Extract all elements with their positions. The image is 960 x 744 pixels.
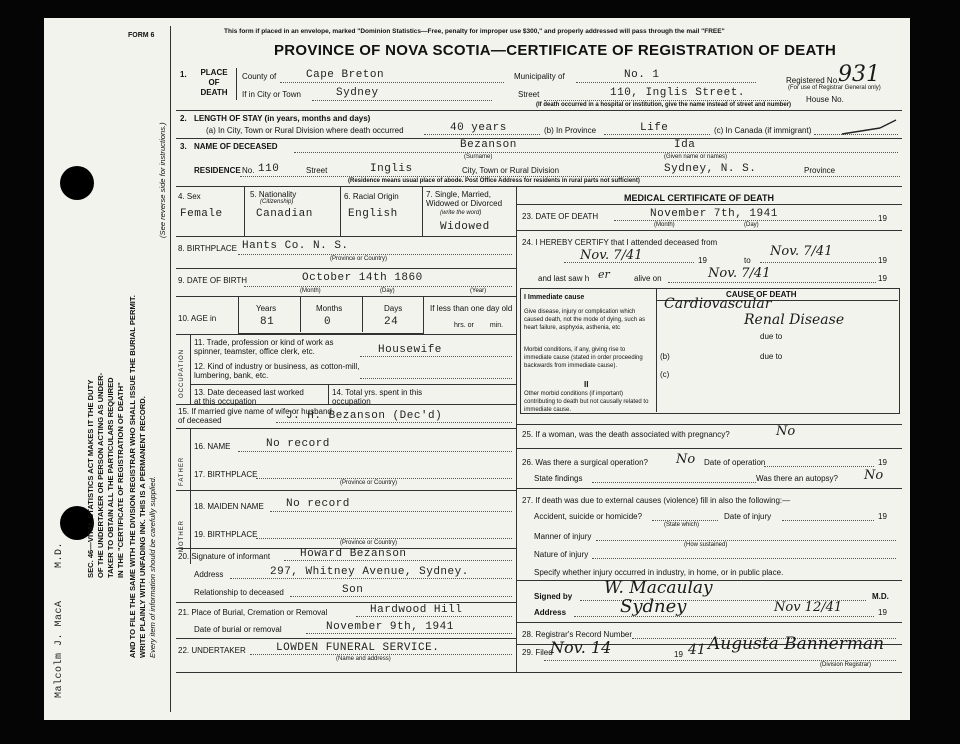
birthplace-caption: (Province or Country) [330,256,388,262]
last-saw-label: and last saw h [538,274,590,283]
relationship-line [290,596,512,597]
s1-note: (If death occurred in a hospital or institution, give the name instead of street and number) [536,102,792,108]
form-bottom-rule [176,672,902,673]
relationship-value: Son [342,584,364,596]
city-label: If in City or Town [242,90,301,99]
cell-divider-2 [340,186,341,236]
q25-rule [516,424,902,425]
row-rule-9 [176,268,516,269]
s1-divider [236,68,237,100]
operation-date-line [764,466,874,467]
mother-maiden-label: 18. MAIDEN NAME [194,502,264,511]
s3-number: 3. [180,142,187,151]
q23-label: 23. DATE OF DEATH [522,212,599,221]
q11-line [360,356,512,357]
burial-place-value: Hardwood Hill [370,604,463,616]
surname-value: Bezanson [460,139,517,151]
alive-on-label: alive on [634,274,662,283]
informant-address: 297, Whitney Avenue, Sydney. [270,566,469,578]
stay-province-value: Life [640,122,669,134]
cause-line-1: Cardiovascular [664,296,772,312]
q24-19-b: 19 [878,256,887,265]
street-value: 110, Inglis Street. [610,87,745,99]
informant-address-line [230,578,512,579]
father-birthplace-caption: (Province or Country) [340,480,398,486]
medical-heading: MEDICAL CERTIFICATE OF DEATH [624,193,774,203]
place-of-death-label: PLACE OF DEATH [200,68,228,97]
residence-no-value: 110 [258,163,280,175]
attended-to-value: Nov. 7/41 [770,244,833,259]
spouse-label: 15. If married give name of wife or husband of deceased [178,407,332,425]
registered-no-value: 931 [838,62,880,87]
name-line [294,152,898,153]
s2-bottom-rule [176,138,902,139]
q27-rule [516,488,902,489]
envelope-note: This form if placed in an envelope, marked "Dominion Statistics—Free, penalty for improper use $300," and properly addressed will pass through the mail "FREE" [224,28,725,35]
racial-origin-value: English [348,208,398,220]
margin-divider [170,26,171,712]
side-notice-line-6: WRITE PLAINLY WITH UNFADING INK. THIS IS A PERMANENT RECORD. [138,396,147,658]
mother-birthplace-caption: (Province or Country) [340,540,398,546]
physician-address-label: Address [534,608,567,617]
nature-label: Nature of injury [534,550,589,559]
relationship-label: Relationship to deceased [194,588,284,597]
address-19: 19 [878,608,887,617]
length-of-stay-label: LENGTH OF STAY (in years, months and days) [194,114,371,123]
q24-to-label: to [744,256,751,265]
burial-place-line [356,616,512,617]
cell-divider-3 [422,186,423,236]
marital-status-sub: (write the word) [440,210,482,216]
q25-value: No [776,424,796,439]
municipality-value: No. 1 [624,69,660,81]
due-to-a: due to [760,332,783,341]
cause-b-label: (b) [660,352,670,361]
undertaker-label: 22. UNDERTAKER [178,646,246,655]
age-months-value: 0 [324,316,332,328]
q28-rule [516,622,902,623]
stay-city-value: 40 years [450,122,507,134]
county-line [280,82,504,83]
q26-value: No [676,452,696,467]
q24-label: 24. I HEREBY CERTIFY that I attended deceased from [522,238,718,247]
age-months-label: Months [316,304,343,313]
nationality-sub: (Citizenship) [260,199,294,205]
attended-from-value: Nov. 7/41 [580,248,643,263]
racial-origin-label: 6. Racial Origin [344,192,399,201]
residence-note: (Residence means usual place of abode. Post Office Address for residents in rural parts not sufficient) [348,178,640,184]
q26-label: 26. Was there a surgical operation? [522,458,648,467]
min-label: min. [489,322,504,329]
q26-19: 19 [878,458,887,467]
side-notice-line-3: TAKER TO OBTAIN ALL THE PARTICULARS REQUIRED [106,377,115,578]
q23-month-caption: (Month) [654,222,675,228]
informant-label: 20. Signature of informant [178,552,271,561]
residence-city-value: Sydney, N. S. [664,163,757,175]
cause-c-label: (c) [660,370,670,379]
column-divider [516,186,517,672]
q12-line [360,378,512,379]
informant-line [284,560,512,561]
street-label: Street [518,90,540,99]
side-notice-line-1: SEC. 46—VITAL STATISTICS ACT MAKES IT THE DUTY [86,379,95,578]
city-value: Sydney [336,87,379,99]
attended-from-line [564,262,694,263]
county-label: County of [242,72,277,81]
marital-status-value: Widowed [440,221,490,233]
row-rule-8 [176,236,516,237]
residence-line [240,176,900,177]
form-number: FORM 6 [128,32,155,39]
alive-on-line [668,282,876,283]
house-no-label: House No. [806,95,844,104]
side-notice-line-4: IN THE "CERTIFICATE OF REGISTRATION OF DEATH" [116,382,125,578]
q11-label: 11. Trade, profession or kind of work as spinner, teamster, office clerk, etc. [194,338,334,356]
cause-box-divider [656,288,657,412]
spouse-line [276,422,512,423]
operation-date-label: Date of operation [704,458,766,467]
residence-street-label: Street [306,166,328,175]
undertaker-caption: (Name and address) [336,656,391,662]
nature-line [592,558,896,559]
street-line [544,100,788,101]
date-of-birth-value: October 14th 1860 [302,272,423,284]
residence-city-label: City, Town or Rural Division [462,166,560,175]
stay-city-line [424,134,540,135]
s2-number: 2. [180,114,187,123]
q26-rule [516,448,902,449]
parents-side-divider [190,428,191,564]
q11-value: Housewife [378,344,442,356]
row-rule-18 [176,490,516,491]
given-name-caption: (Given name or names) [664,154,728,160]
dob-month-caption: (Month) [300,288,321,294]
occupation-side-label: OCCUPATION [179,348,185,398]
stay-canada-label: (c) In Canada (if immigrant) [714,126,812,135]
q27-19: 19 [878,512,887,521]
part-ii-label: II [584,380,589,389]
q13-q14-divider [328,384,329,404]
father-side-label: FATHER [179,456,185,486]
age-years-value: 81 [260,316,275,328]
filed-date-value: Nov. 14 [550,638,612,657]
occupation-side-divider [190,334,191,404]
residence-label: RESIDENCE [194,166,241,175]
signed-by-label: Signed by [534,592,573,601]
father-name-label: 16. NAME [194,442,231,451]
how-sustained-caption: (How sustained) [684,542,728,548]
morbid-conditions-label: Morbid conditions, if any, giving rise to immediate cause (stated in order proceeding backwards from immediate cause). [524,347,643,369]
q24-rule [516,230,902,231]
q23-day-caption: (Day) [744,222,759,228]
q29-line [544,660,896,661]
age-days-label: Days [384,304,403,313]
sex-label: 4. Sex [178,192,201,201]
birthplace-label: 8. BIRTHPLACE [178,244,237,253]
due-to-b: due to [760,352,783,361]
stay-city-label: (a) In City, Town or Rural Division where death occurred [206,126,404,135]
findings-label: State findings [534,474,583,483]
see-reverse-note: (See reverse side for instructions.) [158,122,167,238]
where-label: Specify whether injury occurred in industry, in home, or in public place. [534,568,784,577]
certificate-title: PROVINCE OF NOVA SCOTIA—CERTIFICATE OF REGISTRATION OF DEATH [274,42,837,59]
q29-label: 29. Filed [522,648,553,657]
other-conditions-label: Other morbid conditions (if important) contributing to death but not causally related to immediate cause. [524,391,649,413]
q25-label: 25. If a woman, was the death associated with pregnancy? [522,430,730,439]
q14-label: 14. Total yrs. spent in this occupation [332,388,423,406]
side-notice-line-7: Every item of information should be carefully supplied. [148,476,157,658]
municipality-label: Municipality of [514,72,565,81]
date-of-birth-line [244,286,512,287]
given-name-value: Ida [674,139,696,151]
accident-label: Accident, suicide or homicide? [534,512,643,521]
registrar-signature: Augusta Bannerman [708,634,885,654]
undertaker-value: LOWDEN FUNERAL SERVICE. [276,642,440,654]
autopsy-label: Was there an autopsy? [756,474,838,483]
hrs-label: hrs. [454,322,466,329]
row-rule-16 [176,428,516,429]
mother-side-label: MOTHER [179,520,185,552]
age-label: 10. AGE in [178,314,217,323]
cell-divider-1 [244,186,245,236]
informant-name: Howard Bezanson [300,548,407,560]
side-notice-line-5: AND TO FILE THE SAME WITH THE DIVISION REGISTRAR WHO SHALL ISSUE THE BURIAL PERMIT. [128,295,137,658]
mother-maiden-value: No record [286,498,350,510]
registered-no-label: Registered No. [786,76,840,85]
residence-bottom-rule [176,186,902,187]
alive-on-value: Nov. 7/41 [708,266,771,281]
s1-bottom-rule [176,110,902,111]
mother-maiden-line [270,511,512,512]
death-date-value: November 7th, 1941 [650,208,778,220]
physician-name-typed: Malcolm J. MacA M.D. [54,541,65,698]
row-rule-15 [176,404,516,405]
birthplace-value: Hants Co. N. S. [242,240,349,252]
age-days-value: 24 [384,316,399,328]
father-birthplace-line [256,478,512,479]
death-date-line [614,220,876,221]
undertaker-line [250,654,512,655]
injury-date-label: Date of injury [724,512,772,521]
nationality-label: 5. Nationality [250,190,297,199]
nationality-value: Canadian [256,208,313,220]
q13-label: 13. Date deceased last worked at this occupation [194,388,304,406]
q28-label: 28. Registrar's Record Number [522,630,633,639]
physician-address-value: Sydney [620,596,687,617]
less-than-day-label: If less than one day old [430,304,513,313]
residence-no-label: No. [242,166,255,175]
county-value: Cape Breton [306,69,385,81]
last-saw-her: er [598,268,610,281]
physician-address-line [574,616,874,617]
cause-line-2: Renal Disease [744,312,845,328]
burial-date-label: Date of burial or removal [194,625,282,634]
mother-birthplace-line [256,538,512,539]
q27-label: 27. If death was due to external causes (violence) fill in also the following:— [522,496,791,505]
q29-19: 19 [674,650,683,659]
punch-hole-top [60,166,94,200]
residence-province-label: Province [804,166,836,175]
immediate-cause-desc: Give disease, injury or complication which caused death, not the mode of dying, such as heart failure, asphyxia, asthenia, etc [524,309,646,331]
row-rule-22 [176,638,516,639]
age-box [238,296,424,334]
injury-date-line [782,520,874,521]
date-of-birth-label: 9. DATE OF BIRTH [178,276,248,285]
stay-province-line [604,134,710,135]
marital-status-label: 7. Single, Married, Widowed or Divorced [426,190,503,208]
age-divider-2 [362,296,363,332]
physician-address-date: Nov 12/41 [774,600,843,615]
name-of-deceased-label: NAME OF DECEASED [194,142,278,151]
side-notice-line-2: OF THE UNDERTAKER OR PERSON ACTING AS UNDER- [96,372,105,578]
burial-date-value: November 9th, 1941 [326,621,454,633]
manner-label: Manner of injury [534,532,592,541]
death-certificate [44,18,910,720]
findings-line [592,482,756,483]
row-rule-21 [176,602,516,603]
registrar-note: (For use of Registrar General only) [788,85,881,91]
informant-address-label: Address [194,570,224,579]
or-label: or [467,322,474,329]
medical-heading-rule [516,204,902,205]
dob-day-caption: (Day) [380,288,395,294]
birthplace-line [238,254,512,255]
cause-heading: CAUSE OF DEATH [726,290,797,299]
physician-signature: W. Macaulay [604,578,713,598]
accident-line [652,520,718,521]
age-years-label: Years [256,304,277,313]
registrar-caption: (Division Registrar) [820,662,872,668]
mother-birthplace-label: 19. BIRTHPLACE [194,530,258,539]
row-rule-13 [190,384,516,385]
burial-date-line [306,633,512,634]
manner-line [596,540,896,541]
father-name-line [238,451,512,452]
residence-street-value: Inglis [370,163,413,175]
row-rule-11 [176,334,516,335]
md-label: M.D. [872,592,889,601]
attended-to-line [760,262,876,263]
father-birthplace-label: 17. BIRTHPLACE [194,470,258,479]
burial-place-label: 21. Place of Burial, Cremation or Removal [178,608,328,617]
state-which-caption: (State which) [664,522,700,528]
city-line [312,100,492,101]
stay-canada-dash-mark [840,118,900,138]
q12-label: 12. Kind of industry or business, as cotton-mill, lumbering, bank, etc. [194,362,360,380]
dob-year-caption: (Year) [470,288,487,294]
father-name-value: No record [266,438,330,450]
autopsy-value: No [864,468,884,483]
q23-19: 19 [878,214,887,223]
municipality-line [576,82,756,83]
stay-province-label: (b) In Province [544,126,597,135]
q24-19-c: 19 [878,274,887,283]
filed-year-value: 41 [688,642,706,658]
q24-19-a: 19 [698,256,707,265]
immediate-cause-label: I Immediate cause [524,294,585,301]
surname-caption: (Surname) [464,154,493,160]
age-divider-1 [300,296,301,332]
sex-value: Female [180,208,223,220]
s1-number: 1. [180,70,187,79]
spouse-value: J. H. Bezanson (Dec'd) [286,410,443,422]
